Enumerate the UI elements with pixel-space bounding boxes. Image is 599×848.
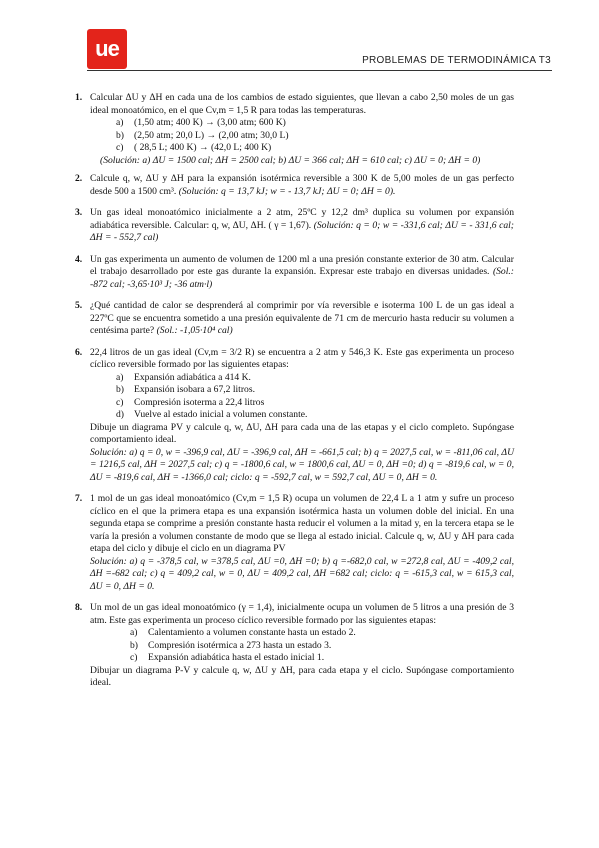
subitem-letter: c) — [116, 142, 124, 153]
problem-number: 4. — [75, 253, 83, 265]
problem-7 — [75, 493, 514, 593]
problem-statement: Calcular ΔU y ΔH en cada una de los cambios de estado siguientes, que llevan a cabo 2,50 moles de un gas ideal monoatómico, en el que Cv,m = 1,5 R para todas las temperaturas. — [90, 92, 514, 116]
subitem-text: Expansión isobara a 67,2 litros. — [134, 384, 255, 395]
subitem-a — [116, 372, 514, 385]
problem-subitems — [90, 117, 514, 155]
subitem-letter: b) — [116, 129, 124, 141]
problem-statement: ¿Qué cantidad de calor se desprenderá al comprimir por vía reversible e isoterma 100 L de un gas ideal a 227ºC que se encuentra sometido a una presión equivalente de 71 cm de mercurio hasta reducir su volumen a centésima parte? — [90, 300, 514, 336]
problem-1 — [75, 92, 514, 167]
problem-statement: Calcule q, w, ΔU y ΔH para la expansión isotérmica reversible a 300 K de 5,00 moles de un gas perfecto desde 500 a 1500 cm³. — [90, 173, 514, 197]
problem-number: 7. — [75, 493, 83, 504]
subitem-text: ( 28,5 L; 400 K) → (42,0 L; 400 K) — [134, 142, 272, 153]
subitem-c — [116, 142, 514, 155]
problem-2 — [75, 173, 514, 198]
problem-number: 2. — [75, 173, 83, 184]
subitem-text: Calentamiento a volumen constante hasta un estado 2. — [148, 627, 356, 638]
subitem-c — [130, 652, 514, 665]
subitem-text: Expansión adiabática a 414 K. — [134, 371, 251, 383]
header-divider — [87, 70, 552, 71]
subitem-text: Expansión adiabática hasta el estado inicial 1. — [148, 652, 325, 663]
subitem-text: Vuelve al estado inicial a volumen constante. — [134, 409, 308, 420]
subitem-letter: c) — [130, 652, 138, 663]
subitem-a — [116, 117, 514, 130]
subitem-text: (2,50 atm; 20,0 L) → (2,00 atm; 30,0 L) — [134, 129, 289, 141]
problem-3 — [75, 207, 514, 245]
problem-statement: 1 mol de un gas ideal monoatómico (Cv,m = 1,5 R) ocupa un volumen de 22,4 L a 1 atm y sufre un proceso cíclico en el que la primera etapa es una expansión isotérmica hasta un volumen doble del inicial. En una segunda etapa se comprime a presión constante hasta reducir el volumen a la mitad y, en la tercera etapa se le varía la presión a volumen constante de modo que se llega al estado inicial. Calcule q, w, ΔU y ΔH para cada etapa del ciclo y dibuje el ciclo en un diagrama PV — [90, 493, 514, 554]
subitem-text: Compresión isoterma a 22,4 litros — [134, 396, 265, 408]
problem-statement: Un mol de un gas ideal monoatómico (γ = 1,4), inicialmente ocupa un volumen de 5 litros a una presión de 3 atm. Este gas experimenta un proceso cíclico reversible formado por las siguientes etapas: — [90, 602, 514, 626]
page-header-title: PROBLEMAS DE TERMODINÁMICA T3 — [362, 55, 551, 66]
problem-statement: Un gas experimenta un aumento de volumen de 1200 ml a una presión constante exterior de 30 atm. Calcular el trabajo desarrollado por este gas durante la expansión. Expresar este trabajo en diversas unidades. — [90, 253, 514, 277]
problem-subitems — [90, 372, 514, 422]
subitem-a — [130, 627, 514, 640]
problem-instructions: Dibujar un diagrama P-V y calcule q, w, ΔU y ΔH, para cada etapa y el ciclo. Supóngase comportamiento ideal. — [90, 664, 514, 688]
subitem-letter: a) — [130, 627, 138, 638]
subitem-b — [130, 640, 514, 653]
subitem-text: (1,50 atm; 400 K) → (3,00 atm; 600 K) — [134, 117, 286, 128]
problem-solution: (Solución: a) ΔU = 1500 cal; ΔH = 2500 cal; b) ΔU = 366 cal; ΔH = 610 cal; c) ΔU = 0; ΔH = 0) — [100, 154, 481, 166]
problem-solution: (Solución: q = 13,7 kJ; w = - 13,7 kJ; ΔU = 0; ΔH = 0). — [178, 185, 396, 197]
subitem-letter: c) — [116, 396, 124, 408]
problem-instructions: Dibuje un diagrama PV y calcule q, w, ΔU, ΔH para cada una de las etapas y el ciclo completo. Supóngase comportamiento ideal. — [90, 421, 514, 445]
problem-solution: Solución: a) q = -378,5 cal, w =378,5 cal, ΔU =0, ΔH =0; b) q =-682,0 cal, w =272,8 cal, ΔU = -409,2 cal, ΔH =-682 cal; c) q = 409,2 cal, w = 0, ΔU = 409,2 cal, ΔH =682 cal; ciclo: q = -615,3 cal, w = 615,3 cal, ΔU = 0, ΔH = 0. — [90, 555, 514, 592]
problem-6 — [75, 347, 514, 485]
problem-number: 5. — [75, 300, 83, 311]
problem-4 — [75, 254, 514, 292]
subitem-b — [116, 384, 514, 397]
problem-solution: (Sol.: -1,05·10⁴ cal) — [156, 325, 233, 336]
problem-8 — [75, 602, 514, 690]
subitem-letter: b) — [130, 639, 138, 651]
problem-number: 6. — [75, 346, 83, 358]
problem-5 — [75, 300, 514, 338]
subitem-letter: a) — [116, 371, 124, 383]
problem-number: 1. — [75, 92, 83, 103]
subitem-b — [116, 130, 514, 143]
subitem-letter: d) — [116, 409, 124, 420]
problem-number: 8. — [75, 602, 83, 613]
problem-statement: 22,4 litros de un gas ideal (Cv,m = 3/2 R) se encuentra a 2 atm y 546,3 K. Este gas experimenta un proceso cíclico reversible formado por las siguientes etapas: — [90, 346, 514, 370]
subitem-letter: a) — [116, 117, 124, 128]
problem-solution: (Sol.: -872 cal; -3,65·10³ J; -36 atm·l) — [90, 266, 514, 290]
problem-solution: (Solución: q = 0; w = -331,6 cal; ΔU = - 331,6 cal; ΔH = - 552,7 cal) — [90, 219, 514, 243]
problem-subitems — [90, 627, 514, 665]
subitem-letter: b) — [116, 384, 124, 395]
problem-number: 3. — [75, 207, 83, 218]
problem-solution: Solución: a) q = 0, w = -396,9 cal, ΔU = -396,9 cal, ΔH = -661,5 cal; b) q = 2027,5 cal, w = -811,06 cal, ΔU = 1216,5 cal, ΔH = 2027,5 cal; c) q = -1800,6 cal, w = 1800,6 cal, ΔU = 0, ΔH =0; d) q = -819,6 cal, w = 0, ΔU = -819,6 cal, ΔH = -1366,0 cal; ciclo: q = -592,7 cal, w = 592,7 cal, ΔU = 0, ΔH = 0. — [90, 446, 514, 483]
subitem-d — [116, 409, 514, 422]
problem-list — [75, 92, 514, 696]
problem-statement: Un gas ideal monoatómico inicialmente a 2 atm, 25ºC y 12,2 dm³ duplica su volumen por expansión adiabática reversible. Calcular: q, w, ΔU, ΔH. ( γ = 1,67). — [90, 207, 514, 231]
subitem-text: Compresión isotérmica a 273 hasta un estado 3. — [148, 639, 332, 651]
university-logo: ue — [87, 29, 127, 69]
subitem-c — [116, 397, 514, 410]
